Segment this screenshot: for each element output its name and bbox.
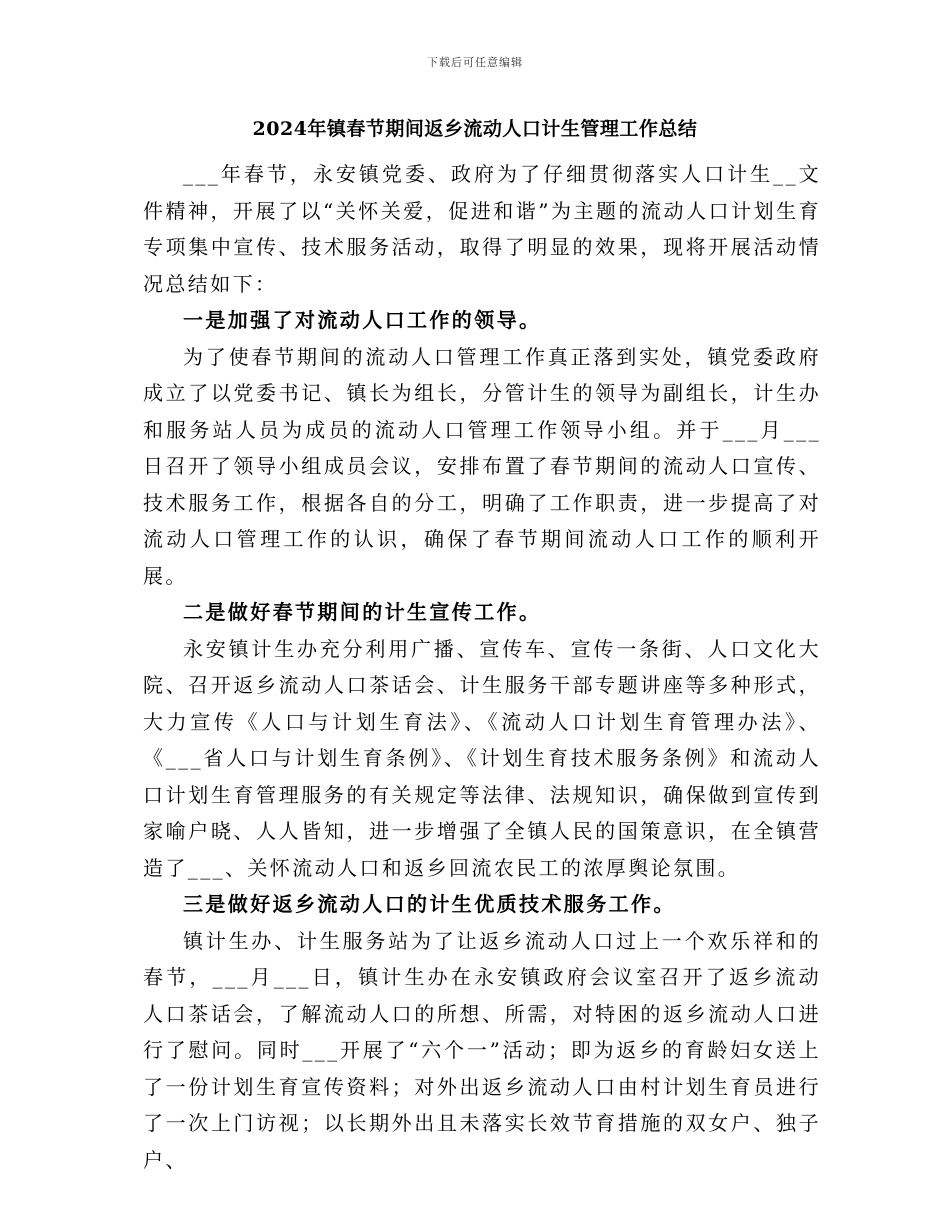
section-heading-1: 一是加强了对流动人口工作的领导。 (183, 308, 542, 332)
document-title: 2024年镇春节期间返乡流动人口计生管理工作总结 (252, 118, 698, 140)
header-note: 下载后可任意编辑 (427, 56, 523, 69)
paragraph-section-1: 为了使春节期间的流动人口管理工作真正落到实处，镇党委政府成立了以党委书记、镇长为组长，分管计生的领导为副组长，计生办和服务站人员为成员的流动人口管理工作领导小组。并于___月___日召开了领导小组成员会议，安排布置了春节期间的流动人口宣传、技术服务工作，根据各自的分工，明确了工作职责，进一步提高了对流动人口管理工作的认识，确保了春节期间流动人口工作的顺利开展。 (143, 344, 821, 588)
section-heading-2: 二是做好春节期间的计生宣传工作。 (183, 600, 542, 624)
section-heading-3: 三是做好返乡流动人口的计生优质技术服务工作。 (183, 892, 676, 916)
paragraph-intro: ___年春节，永安镇党委、政府为了仔细贯彻落实人口计生__文件精神，开展了以“关怀关爱，促进和谐”为主题的流动人口计划生育专项集中宣传、技术服务活动，取得了明显的效果，现将开展活动情况总结如下： (143, 162, 821, 296)
paragraph-section-3: 镇计生办、计生服务站为了让返乡流动人口过上一个欢乐祥和的春节，___月___日，镇计生办在永安镇政府会议室召开了返乡流动人口茶话会，了解流动人口的所想、所需，对特困的返乡流动人口进行了慰问。同时___开展了“六个一”活动；即为返乡的育龄妇女送上了一份计划生育宣传资料；对外出返乡流动人口由村计划生育员进行了一次上门访视；以长期外出且未落实长效节育措施的双女户、独子户、 (143, 928, 821, 1172)
document-body (143, 156, 821, 1178)
paragraph-section-2: 永安镇计生办充分利用广播、宣传车、宣传一条街、人口文化大院、召开返乡流动人口茶话会、计生服务干部专题讲座等多种形式，大力宣传《人口与计划生育法》、《流动人口计划生育管理办法》、《___省人口与计划生育条例》、《计划生育技术服务条例》和流动人口计划生育管理服务的有关规定等法律、法规知识，确保做到宣传到家喻户晓、人人皆知，进一步增强了全镇人民的国策意识，在全镇营造了___、关怀流动人口和返乡回流农民工的浓厚舆论氛围。 (143, 636, 821, 880)
